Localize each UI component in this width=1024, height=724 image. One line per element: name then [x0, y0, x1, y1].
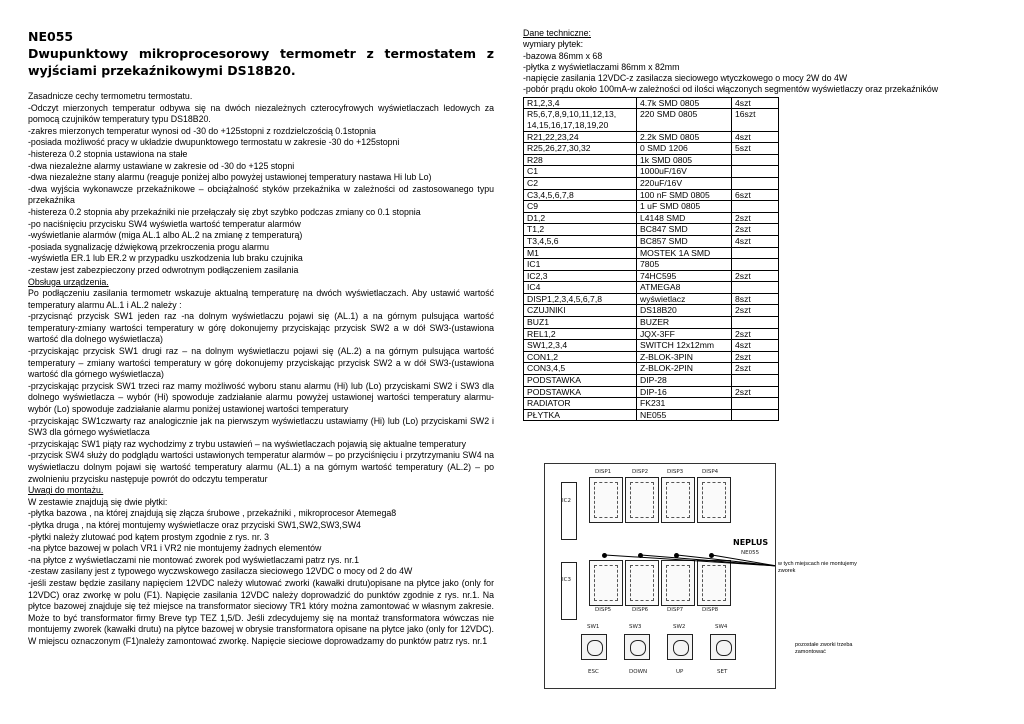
body-paragraph: -na płytce bazowej w polach VR1 i VR2 nie montujemy żadnych elementów [28, 543, 322, 554]
part-designator: CON1,2 [524, 351, 637, 363]
table-row [524, 224, 779, 236]
part-quantity: 4szt [732, 97, 779, 109]
table-row [524, 375, 779, 387]
table-row [524, 177, 779, 189]
part-value: 7805 [637, 259, 732, 271]
disp-label: DISP8 [702, 607, 719, 613]
body-paragraph: -wyświetla ER.1 lub ER.2 w przypadku uszkodzenia lub braku czujnika [28, 253, 303, 264]
part-designator: C9 [524, 201, 637, 213]
button-label: SW1 [587, 624, 600, 630]
part-designator: CON3,4,5 [524, 363, 637, 375]
part-quantity: 2szt [732, 328, 779, 340]
part-value: 220 SMD 0805 [637, 109, 732, 131]
part-value: Z-BLOK-3PIN [637, 351, 732, 363]
table-row [524, 282, 779, 294]
table-row [524, 398, 779, 410]
body-paragraph: -płytka bazowa , na której znajdują się złącza śrubowe , przekaźniki , mikroprocesor Atemega8 [28, 508, 397, 519]
right-column [523, 28, 1003, 421]
table-row [524, 259, 779, 271]
disp-label: DISP7 [667, 607, 684, 613]
table-row [524, 305, 779, 317]
part-quantity: 2szt [732, 351, 779, 363]
technical-data [523, 28, 1003, 96]
part-value: FK231 [637, 398, 732, 410]
switch-button [667, 634, 693, 660]
part-quantity: 2szt [732, 212, 779, 224]
section-heading: Obsługa urządzenia. [28, 276, 109, 287]
disp-label: DISP4 [702, 469, 719, 475]
part-value: BC847 SMD [637, 224, 732, 236]
body-paragraph: -przycisk SW4 służy do podglądu wartości ustawionych temperatur alarmów – po przyciśnięciu i przytrzymaniu SW4 na wyświetlaczu dolnym pojawi się wartość temperatury alarmu (AL.1) a na górnym wartość temperatury (AL.2) – po zwolnieniu przycisku następuje powrót do odczytu temperatur [28, 450, 494, 484]
part-quantity [732, 177, 779, 189]
table-row [524, 386, 779, 398]
body-paragraph: -przyciskając przycisk SW1 trzeci raz mamy możliwość wyboru stanu alarmu (Hi) lub (Lo) przyciskami SW2 i SW3 dla dolnego wyświetlacza – wybór (Hi) spowoduje zadziałanie alarmu powyżej ustawionej wartości temperatury alarmu- wybór (Lo) spowoduje zadziałanie alarmu poniżej ustawionej wartości temperatury [28, 380, 494, 415]
part-quantity [732, 398, 779, 410]
body-paragraph: -dwa niezależne alarmy ustawiane w zakresie od -30 do +125 stopni [28, 160, 295, 171]
table-row [524, 235, 779, 247]
switch-button [624, 634, 650, 660]
part-quantity: 6szt [732, 189, 779, 201]
button-function: UP [676, 669, 684, 675]
body-paragraph: -wyświetlanie alarmów (miga AL.1 albo AL.2 na zmianę z temperaturą) [28, 230, 303, 241]
body-paragraph: -po naciśnięciu przycisku SW4 wyświetla wartość temperatur alarmów [28, 218, 301, 229]
part-quantity: 16szt [732, 109, 779, 131]
table-row [524, 317, 779, 329]
part-value: 4.7k SMD 0805 [637, 97, 732, 109]
part-value: 1000uF/16V [637, 166, 732, 178]
button-label: SW2 [673, 624, 686, 630]
part-quantity [732, 247, 779, 259]
ic-label: IC2 [562, 498, 571, 504]
part-quantity: 8szt [732, 293, 779, 305]
body-paragraph: -zestaw jest zabezpieczony przed odwrotnym podłączeniem zasilania [28, 264, 299, 275]
table-row [524, 212, 779, 224]
button-function: SET [717, 669, 728, 675]
brand-logo: NEPLUS [733, 538, 769, 547]
part-designator: D1,2 [524, 212, 637, 224]
part-quantity: 2szt [732, 305, 779, 317]
part-designator: T1,2 [524, 224, 637, 236]
body-paragraph: Po podłączeniu zasilania termometr wskazuje aktualną temperaturę na dwóch wyświetlaczach. Aby ustawić wartość temperatury alarmu AL.1 i AL.2 należy : [28, 288, 494, 310]
switch-button [710, 634, 736, 660]
body-paragraph: -Odczyt mierzonych temperatur odbywa się na dwóch niezależnych czterocyfrowych wyświetlaczach ledowych za pomocą czujników temperatury typu DS18B20. [28, 102, 494, 125]
part-value: DS18B20 [637, 305, 732, 317]
part-quantity: 4szt [732, 340, 779, 352]
table-row [524, 189, 779, 201]
part-quantity: 4szt [732, 131, 779, 143]
technical-data-lines [523, 39, 1003, 95]
part-quantity [732, 259, 779, 271]
disp-label: DISP6 [632, 607, 649, 613]
part-value: MOSTEK 1A SMD [637, 247, 732, 259]
part-quantity [732, 375, 779, 387]
annotation-arrows [545, 464, 775, 688]
part-value: BUZER [637, 317, 732, 329]
part-quantity [732, 154, 779, 166]
part-quantity [732, 201, 779, 213]
part-designator: R5,6,7,8,9,10,11,12,13, 14,15,16,17,18,19,20 [524, 109, 637, 131]
part-designator: T3,4,5,6 [524, 235, 637, 247]
disp-label: DISP3 [667, 469, 684, 475]
part-value: 1 uF SMD 0805 [637, 201, 732, 213]
part-designator: BUZ1 [524, 317, 637, 329]
part-quantity [732, 409, 779, 421]
part-value: L4148 SMD [637, 212, 732, 224]
table-row [524, 131, 779, 143]
body-paragraph: -posiada sygnalizację dźwiękową przekroczenia progu alarmu [28, 241, 270, 252]
body-paragraph: -zakres mierzonych temperatur wynosi od -30 do +125stopni z rozdzielczością 0.1stopnia [28, 125, 376, 136]
left-column [28, 28, 494, 648]
part-quantity [732, 282, 779, 294]
part-designator: C2 [524, 177, 637, 189]
table-row [524, 363, 779, 375]
board-code: NE055 [741, 550, 760, 556]
table-row [524, 270, 779, 282]
body-paragraph: -na płytce z wyświetlaczami nie montować zworek pod wyświetlaczami patrz rys. nr.1 [28, 554, 359, 565]
table-row [524, 340, 779, 352]
document-body [28, 91, 494, 648]
part-quantity: 4szt [732, 235, 779, 247]
part-value: 74HC595 [637, 270, 732, 282]
part-designator: IC2,3 [524, 270, 637, 282]
technical-data-header: Dane techniczne: [523, 28, 591, 38]
part-quantity: 5szt [732, 143, 779, 155]
technical-data-line: -płytka z wyświetlaczami 86mm x 82mm [523, 61, 680, 72]
body-paragraph: -dwa niezależne stany alarmu (reaguje poniżej albo powyżej ustawionej temperatury nastawa Hi lub Lo) [28, 172, 432, 183]
button-label: SW4 [715, 624, 728, 630]
body-paragraph: W zestawie znajdują się dwie płytki: [28, 496, 168, 507]
body-paragraph: -histereza 0.2 stopnia ustawiona na stałe [28, 148, 188, 159]
part-designator: CZUJNIKI [524, 305, 637, 317]
part-designator: PODSTAWKA [524, 375, 637, 387]
body-paragraph: -przyciskając SW1 piąty raz wychodzimy z trybu ustawień – na wyświetlaczach pojawią się aktualne temperatury [28, 438, 467, 449]
document-code: NE055 [28, 29, 74, 44]
part-designator: RADIATOR [524, 398, 637, 410]
button-label: SW3 [629, 624, 642, 630]
table-row [524, 201, 779, 213]
part-designator: IC4 [524, 282, 637, 294]
part-quantity: 2szt [732, 270, 779, 282]
body-paragraph: Zasadnicze cechy termometru termostatu. [28, 91, 193, 101]
board-diagram [544, 463, 776, 689]
part-quantity: 2szt [732, 224, 779, 236]
part-value: SWITCH 12x12mm [637, 340, 732, 352]
body-paragraph: -przyciskając przycisk SW1 drugi raz – na dolnym wyświetlaczu pojawi się (AL.2) a na górnym pulsująca wartość temperatury – zmiany wartości temperatury w górę dokonujemy przyciskając przycisk SW2 a w dół SW3-(ustawiona wartość dla górnego wyświetlacza) [28, 346, 494, 380]
disp-label: DISP5 [595, 607, 612, 613]
part-designator: M1 [524, 247, 637, 259]
body-paragraph: -przyciskając SW1czwarty raz analogicznie jak na pierwszym wyświetlaczu ustawiamy (Hi) lub (Lo) przyciskami SW2 i SW3 dla górnego wyświetlacza [28, 415, 494, 438]
part-quantity: 2szt [732, 363, 779, 375]
part-designator: R21,22,23,24 [524, 131, 637, 143]
table-row [524, 109, 779, 131]
part-value: 0 SMD 1206 [637, 143, 732, 155]
part-value: 220uF/16V [637, 177, 732, 189]
table-row [524, 293, 779, 305]
part-designator: PŁYTKA [524, 409, 637, 421]
part-designator: SW1,2,3,4 [524, 340, 637, 352]
part-quantity [732, 166, 779, 178]
jumper-note-2: pozostałe zworki trzeba zamontować [795, 642, 853, 655]
body-paragraph: -histereza 0.2 stopnia aby przekaźniki nie przełączały się zbyt szybko podczas zmiany co 0.1 stopnia [28, 206, 421, 217]
body-paragraph: -dwa wyjścia wykonawcze przekaźnikowe – obciążalność styków przekaźnika w zależności od zastosowanego typu przekaźnika [28, 183, 494, 206]
part-value: JQX-3FF [637, 328, 732, 340]
part-designator: DISP1,2,3,4,5,6,7,8 [524, 293, 637, 305]
part-designator: C3,4,5,6,7,8 [524, 189, 637, 201]
table-row [524, 154, 779, 166]
part-value: 2.2k SMD 0805 [637, 131, 732, 143]
section-heading: Uwagi do montażu. [28, 485, 104, 496]
part-value: NE055 [637, 409, 732, 421]
table-row [524, 247, 779, 259]
body-paragraph: -przycisnąć przycisk SW1 jeden raz -na dolnym wyświetlaczu pojawi się (AL.1) a na górnym pulsująca wartość temperatury-zmiany wartości temperatury w górę dokonujemy przyciskając przycisk SW2 a w dół SW3-(ustawiona wartość dla dolnego wyświetlacza) [28, 311, 494, 345]
technical-data-line: wymiary płytek: [523, 39, 584, 50]
body-paragraph: -płytka druga , na której montujemy wyświetlacze oraz przyciski SW1,SW2,SW3,SW4 [28, 519, 361, 530]
body-paragraph: -jeśli zestaw będzie zasilany napięciem 12VDC należy wlutować zworki (kawałki drutu)opisane na płytce jako (only for 12VDC) oraz zworkę w polu (F1). Napięcie zasilania 12VDC należy doprowadzić do punktów zgodnie z rys. nr.1. Na płytce bazowej znajduje się też miejsce na transformator sieciowy TR1 który można zamontować w własnym zakresie. Może to być transformator firmy Breve typ TEZ 1,5/D. Jeśli zdecydujemy się na montaż transformatora wówczas nie montujemy zworek (kawałki drutu) na płytce bazowej w obrysie transformatora opisane na płytce jako (only for 12VDC). W miejscu oznaczonym (F1)należy zamontować zworkę. Napięcie sieciowe doprowadzamy do punktów patrz rys. nr.1 [28, 577, 494, 646]
button-function: ESC [588, 669, 599, 675]
part-designator: REL1,2 [524, 328, 637, 340]
table-row [524, 351, 779, 363]
part-value: 100 nF SMD 0805 [637, 189, 732, 201]
part-value: DIP-16 [637, 386, 732, 398]
table-row [524, 409, 779, 421]
part-value: ATMEGA8 [637, 282, 732, 294]
body-paragraph: -płytki należy zlutować pod kątem prostym zgodnie z rys. nr. 3 [28, 531, 270, 542]
body-paragraph: -zestaw zasilany jest z typowego wyczwskowego zasilacza sieciowego 12VDC o mocy od 2 do 4W [28, 566, 413, 577]
part-designator: IC1 [524, 259, 637, 271]
switch-button [581, 634, 607, 660]
table-row [524, 166, 779, 178]
part-designator: C1 [524, 166, 637, 178]
parts-table [523, 97, 779, 422]
disp-label: DISP1 [595, 469, 612, 475]
part-value: BC857 SMD [637, 235, 732, 247]
jumper-note: w tych miejscach nie montujemy zworek [778, 561, 857, 574]
part-quantity: 2szt [732, 386, 779, 398]
technical-data-line: -bazowa 86mm x 68 [523, 50, 603, 61]
table-row [524, 328, 779, 340]
part-designator: R28 [524, 154, 637, 166]
part-value: DIP-28 [637, 375, 732, 387]
technical-data-line: -napięcie zasilania 12VDC-z zasilacza sieciowego wtyczkowego o mocy 2W do 4W [523, 73, 848, 84]
part-quantity [732, 317, 779, 329]
disp-label: DISP2 [632, 469, 649, 475]
part-value: wyświetlacz [637, 293, 732, 305]
part-designator: R1,2,3,4 [524, 97, 637, 109]
part-designator: PODSTAWKA [524, 386, 637, 398]
table-row [524, 143, 779, 155]
part-value: 1k SMD 0805 [637, 154, 732, 166]
part-designator: R25,26,27,30,32 [524, 143, 637, 155]
ic-label: IC3 [562, 577, 571, 583]
part-value: Z-BLOK-2PIN [637, 363, 732, 375]
body-paragraph: -posiada możliwość pracy w układzie dwupunktowego termostatu w zakresie -30 do +125stopni [28, 137, 400, 148]
button-function: DOWN [629, 669, 648, 675]
table-row [524, 97, 779, 109]
document-title: Dwupunktowy mikroprocesorowy termometr z termostatem z wyjściami przekaźnikowymi DS18B20. [28, 46, 494, 78]
technical-data-line: -pobór prądu około 100mA-w zależności od ilości włączonych segmentów wyświetlaczy oraz przekaźników [523, 84, 939, 95]
